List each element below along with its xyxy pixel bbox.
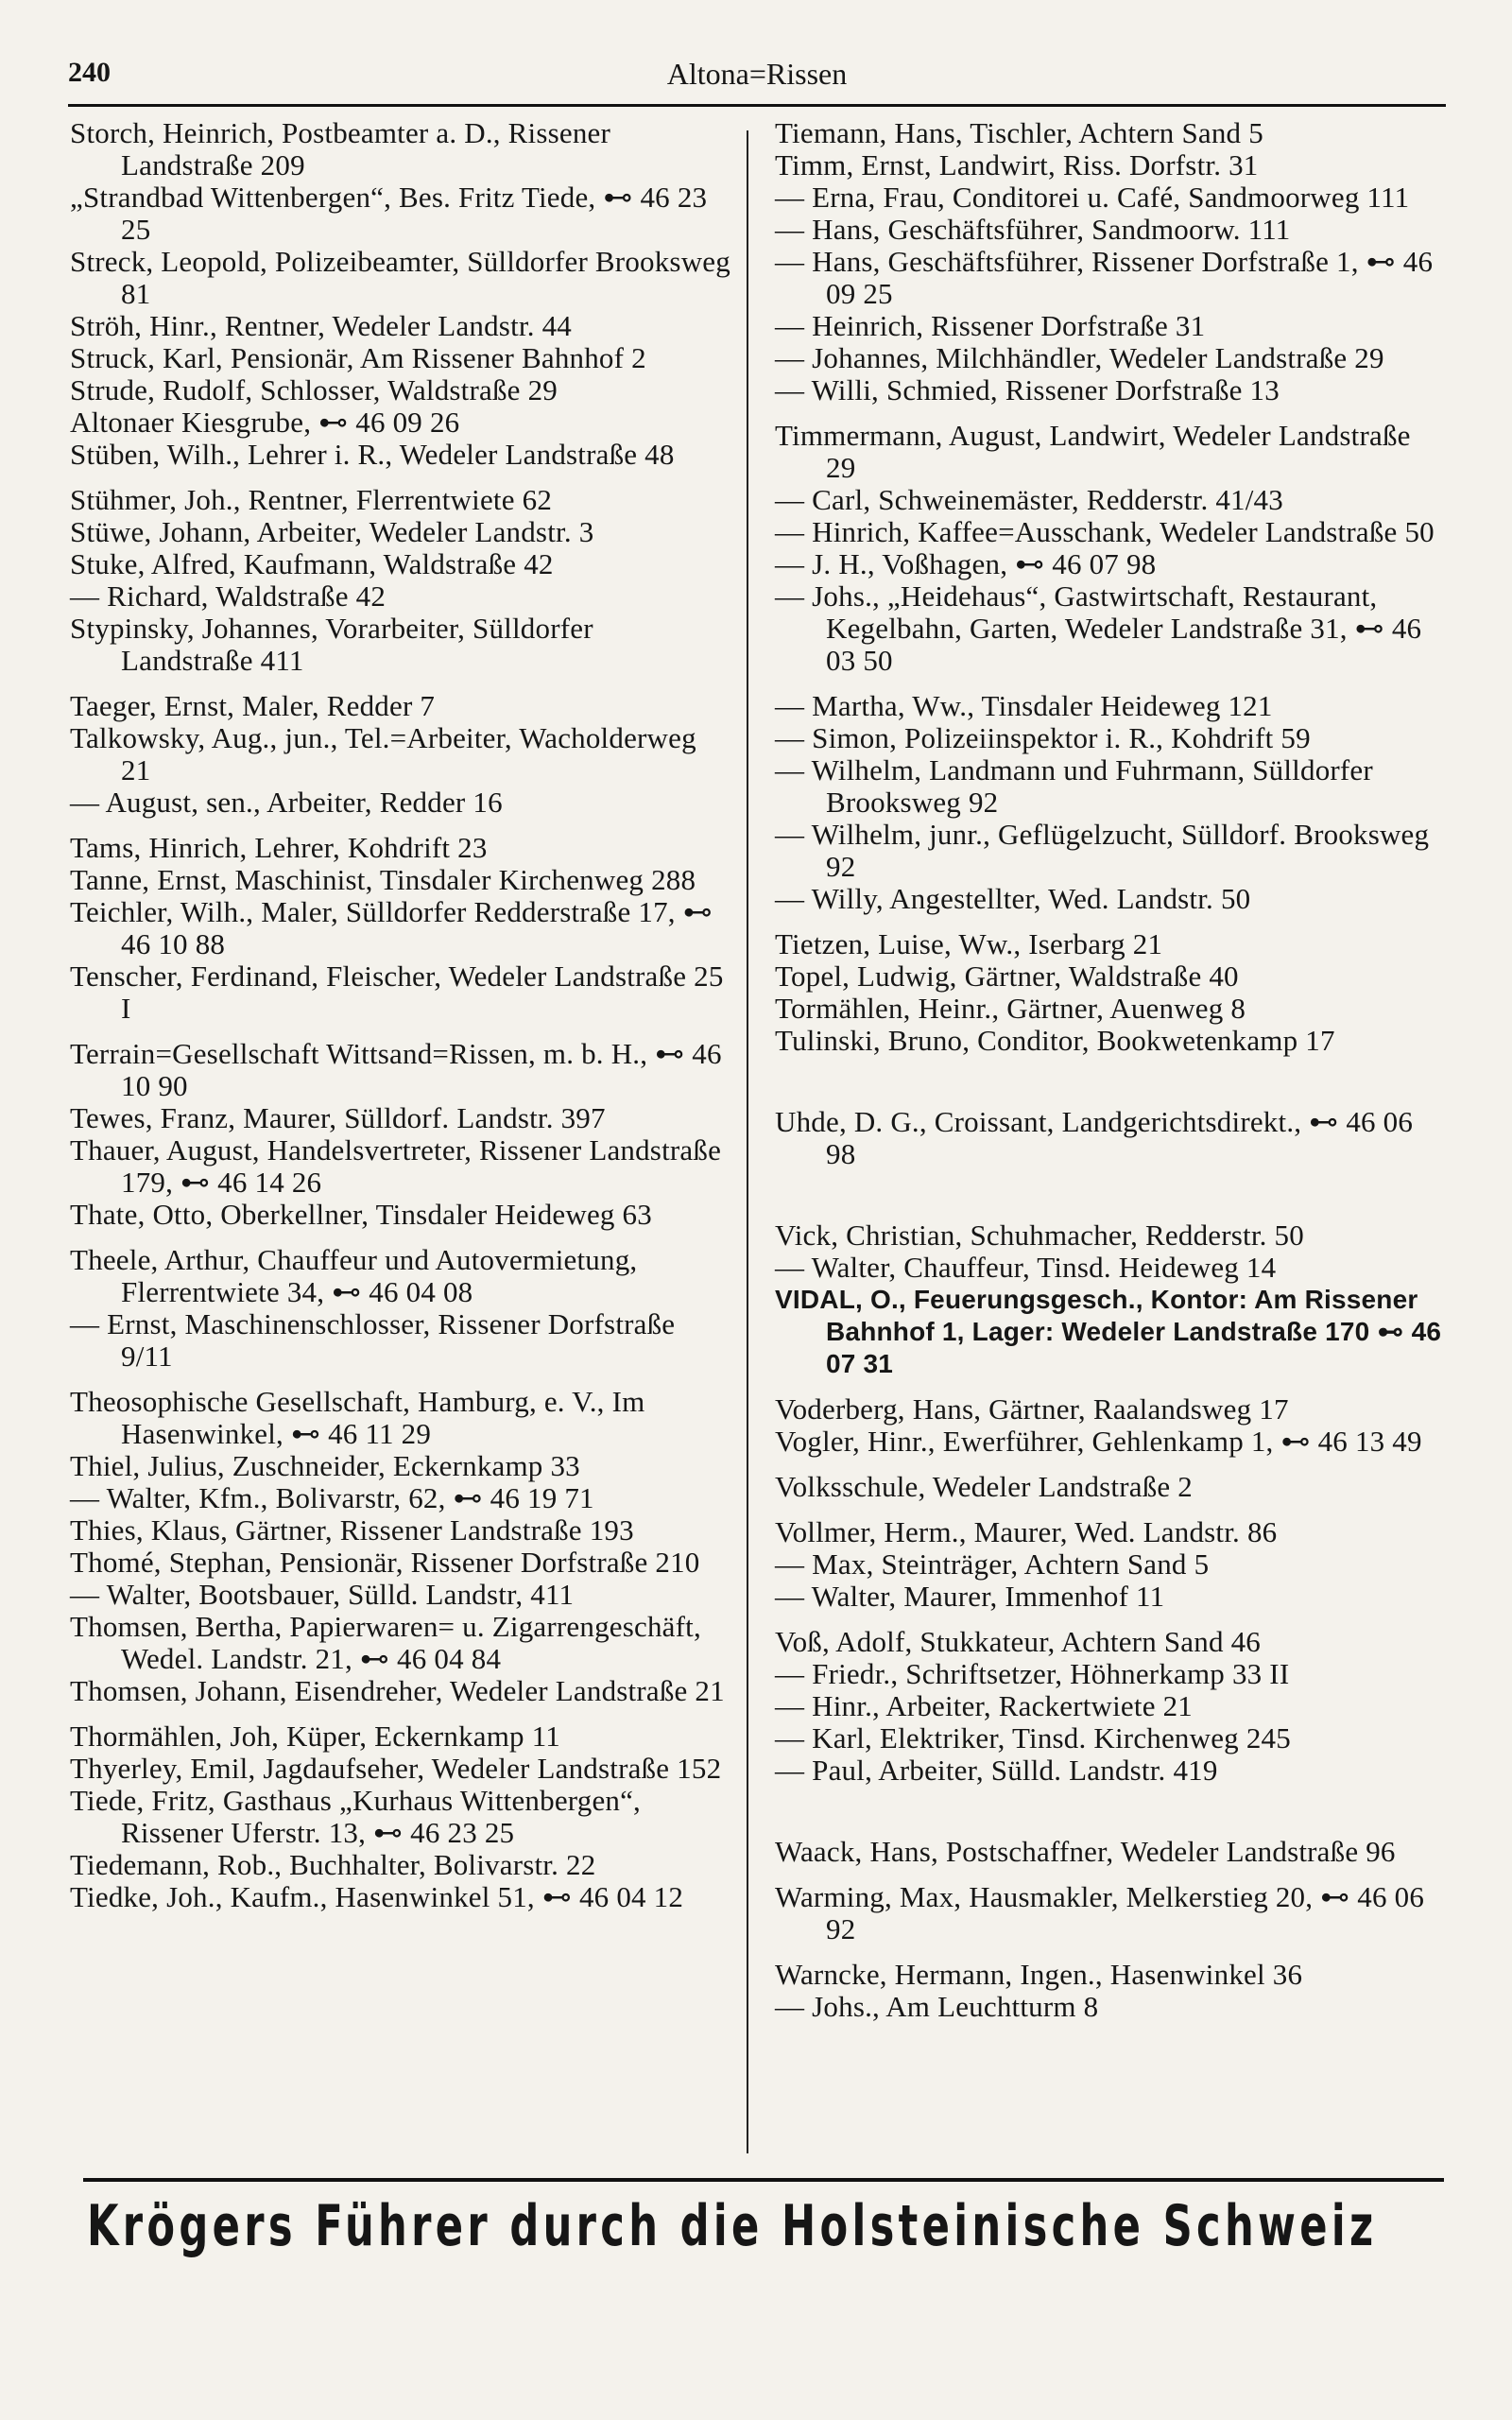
directory-entry: — Max, Steinträger, Achtern Sand 5 bbox=[775, 1547, 1210, 1581]
directory-entry: Volksschule, Wedeler Landstraße 2 bbox=[775, 1470, 1194, 1503]
directory-entry: Strude, Rudolf, Schlosser, Waldstraße 29 bbox=[70, 373, 558, 406]
directory-entry: Ströh, Hinr., Rentner, Wedeler Landstr. 44 bbox=[70, 309, 572, 342]
directory-entry: — Karl, Elektriker, Tinsd. Kirchenweg 245 bbox=[775, 1721, 1291, 1754]
directory-entry: Storch, Heinrich, Postbeamter a. D., Rissener Landstraße 209 bbox=[70, 116, 611, 182]
directory-entry: — Hans, Geschäftsführer, Sandmoorw. 111 bbox=[775, 213, 1291, 246]
directory-entry: Altonaer Kiesgrube, ⊷ 46 09 26 bbox=[70, 406, 460, 439]
directory-entry: — Richard, Waldstraße 42 bbox=[70, 579, 387, 613]
directory-entry: — Simon, Polizeiinspektor i. R., Kohdrift 59 bbox=[775, 721, 1311, 754]
directory-entry: Vogler, Hinr., Ewerführer, Gehlenkamp 1, ⊷ 46 13 49 bbox=[775, 1425, 1422, 1458]
directory-entry: Talkowsky, Aug., jun., Tel.=Arbeiter, Wacholderweg 21 bbox=[70, 721, 696, 786]
directory-entry: Theosophische Gesellschaft, Hamburg, e. V., Im Hasenwinkel, ⊷ 46 11 29 bbox=[70, 1385, 645, 1450]
directory-entry: Vollmer, Herm., Maurer, Wed. Landstr. 86 bbox=[775, 1515, 1278, 1548]
directory-entry: Thomé, Stephan, Pensionär, Rissener Dorfstraße 210 bbox=[70, 1546, 700, 1579]
directory-entry: Thiel, Julius, Zuschneider, Eckernkamp 33 bbox=[70, 1449, 580, 1482]
directory-entry: Stüben, Wilh., Lehrer i. R., Wedeler Landstraße 48 bbox=[70, 438, 675, 471]
directory-entry: — Walter, Chauffeur, Tinsd. Heideweg 14 bbox=[775, 1251, 1277, 1284]
directory-entry: — Paul, Arbeiter, Sülld. Landstr. 419 bbox=[775, 1754, 1218, 1787]
directory-entry: Thate, Otto, Oberkellner, Tinsdaler Heideweg 63 bbox=[70, 1198, 652, 1231]
directory-entry: — August, sen., Arbeiter, Redder 16 bbox=[70, 786, 503, 819]
directory-entry: — Martha, Ww., Tinsdaler Heideweg 121 bbox=[775, 689, 1273, 722]
directory-entry: Tiedemann, Rob., Buchhalter, Bolivarstr. 22 bbox=[70, 1848, 596, 1881]
directory-entry: Tormählen, Heinr., Gärtner, Auenweg 8 bbox=[775, 992, 1246, 1025]
right-column bbox=[775, 117, 1446, 2023]
directory-entry: Thomsen, Bertha, Papierwaren= u. Zigarrengeschäft, Wedel. Landstr. 21, ⊷ 46 04 84 bbox=[70, 1610, 701, 1675]
directory-entry: Thormählen, Joh, Küper, Eckernkamp 11 bbox=[70, 1720, 560, 1753]
directory-entry: Streck, Leopold, Polizeibeamter, Sülldorfer Brooksweg 81 bbox=[70, 245, 730, 310]
directory-entry: Waack, Hans, Postschaffner, Wedeler Landstraße 96 bbox=[775, 1835, 1396, 1868]
directory-entry: Voß, Adolf, Stukkateur, Achtern Sand 46 bbox=[775, 1625, 1262, 1658]
directory-entry: Timm, Ernst, Landwirt, Riss. Dorfstr. 31 bbox=[775, 148, 1259, 182]
directory-entry: — Hinrich, Kaffee=Ausschank, Wedeler Landstraße 50 bbox=[775, 515, 1435, 548]
directory-entry: Theele, Arthur, Chauffeur und Autovermietung, Flerrentwiete 34, ⊷ 46 04 08 bbox=[70, 1243, 638, 1308]
directory-entry: Stüwe, Johann, Arbeiter, Wedeler Landstr. 3 bbox=[70, 515, 594, 548]
directory-entry: — Friedr., Schriftsetzer, Höhnerkamp 33 II bbox=[775, 1657, 1290, 1690]
directory-entry: Tiede, Fritz, Gasthaus „Kurhaus Wittenbergen“, Rissener Uferstr. 13, ⊷ 46 23 25 bbox=[70, 1784, 642, 1849]
directory-entry: Voderberg, Hans, Gärtner, Raalandsweg 17 bbox=[775, 1392, 1289, 1426]
directory-entry: — J. H., Voßhagen, ⊷ 46 07 98 bbox=[775, 547, 1157, 580]
directory-entry: Warming, Max, Hausmakler, Melkerstieg 20, ⊷ 46 06 92 bbox=[775, 1880, 1425, 1945]
directory-entry: — Wilhelm, Landmann und Fuhrmann, Sülldorfer Brooksweg 92 bbox=[775, 753, 1373, 819]
running-title: Altona=Rissen bbox=[666, 57, 848, 91]
header-rule bbox=[68, 104, 1446, 107]
directory-entry: „Strandbad Wittenbergen“, Bes. Fritz Tiede, ⊷ 46 23 25 bbox=[70, 181, 708, 246]
directory-entry: — Walter, Kfm., Bolivarstr, 62, ⊷ 46 19 71 bbox=[70, 1481, 594, 1514]
directory-entry: Timmermann, August, Landwirt, Wedeler Landstraße 29 bbox=[775, 419, 1411, 484]
directory-entry: — Johs., Am Leuchtturm 8 bbox=[775, 1990, 1099, 2023]
directory-entry: Thomsen, Johann, Eisendreher, Wedeler Landstraße 21 bbox=[70, 1674, 725, 1707]
directory-entry: Tenscher, Ferdinand, Fleischer, Wedeler Landstraße 25 I bbox=[70, 959, 724, 1025]
page-number: 240 bbox=[68, 57, 111, 88]
directory-entry: Uhde, D. G., Croissant, Landgerichtsdirekt., ⊷ 46 06 98 bbox=[775, 1105, 1414, 1170]
directory-entry: Thyerley, Emil, Jagdaufseher, Wedeler Landstraße 152 bbox=[70, 1752, 722, 1785]
page-header bbox=[68, 55, 1446, 104]
directory-entry: Vick, Christian, Schuhmacher, Redderstr. 50 bbox=[775, 1219, 1304, 1252]
directory-entry: — Johannes, Milchhändler, Wedeler Landstraße 29 bbox=[775, 341, 1384, 374]
directory-entry: — Heinrich, Rissener Dorfstraße 31 bbox=[775, 309, 1206, 342]
footer-rule bbox=[83, 2178, 1444, 2182]
directory-entry: Taeger, Ernst, Maler, Redder 7 bbox=[70, 689, 436, 722]
directory-entry: VIDAL, O., Feuerungsgesch., Kontor: Am Rissener Bahnhof 1, Lager: Wedeler Landstraße 170 ⊷ 46 07 31 bbox=[775, 1285, 1442, 1378]
directory-entry: Thauer, August, Handelsvertreter, Rissener Landstraße 179, ⊷ 46 14 26 bbox=[70, 1133, 722, 1199]
directory-entry: Stypinsky, Johannes, Vorarbeiter, Sülldorfer Landstraße 411 bbox=[70, 612, 593, 677]
directory-entry: Stuke, Alfred, Kaufmann, Waldstraße 42 bbox=[70, 547, 554, 580]
column-divider bbox=[747, 130, 748, 2153]
directory-entry: — Willi, Schmied, Rissener Dorfstraße 13 bbox=[775, 373, 1280, 406]
directory-entry: Topel, Ludwig, Gärtner, Waldstraße 40 bbox=[775, 959, 1239, 993]
directory-entry: Tietzen, Luise, Ww., Iserbarg 21 bbox=[775, 927, 1163, 960]
directory-entry: Tulinski, Bruno, Conditor, Bookwetenkamp 17 bbox=[775, 1024, 1335, 1057]
directory-entry: Warncke, Hermann, Ingen., Hasenwinkel 36 bbox=[775, 1958, 1303, 1991]
directory-entry: Tiemann, Hans, Tischler, Achtern Sand 5 bbox=[775, 116, 1263, 149]
directory-entry: Teichler, Wilh., Maler, Sülldorfer Redderstraße 17, ⊷ 46 10 88 bbox=[70, 895, 713, 960]
directory-entry: — Johs., „Heidehaus“, Gastwirtschaft, Restaurant, Kegelbahn, Garten, Wedeler Landstraße 31, ⊷ 46 03 50 bbox=[775, 579, 1422, 677]
directory-entry: — Carl, Schweinemäster, Redderstr. 41/43 bbox=[775, 483, 1283, 516]
left-column bbox=[70, 117, 731, 1913]
directory-entry: — Walter, Maurer, Immenhof 11 bbox=[775, 1580, 1165, 1613]
directory-entry: — Erna, Frau, Conditorei u. Café, Sandmoorweg 111 bbox=[775, 181, 1410, 214]
directory-entry: Stühmer, Joh., Rentner, Flerrentwiete 62 bbox=[70, 483, 553, 516]
directory-entry: — Walter, Bootsbauer, Sülld. Landstr, 411 bbox=[70, 1578, 575, 1611]
directory-entry: — Willy, Angestellter, Wed. Landstr. 50 bbox=[775, 882, 1251, 915]
directory-entry: Tams, Hinrich, Lehrer, Kohdrift 23 bbox=[70, 831, 488, 864]
directory-entry: Thies, Klaus, Gärtner, Rissener Landstraße 193 bbox=[70, 1513, 634, 1547]
footer-advertisement: Krögers Führer durch die Holsteinische Schweiz bbox=[87, 2193, 1378, 2259]
directory-entry: — Hinr., Arbeiter, Rackertwiete 21 bbox=[775, 1689, 1194, 1722]
directory-entry: — Wilhelm, junr., Geflügelzucht, Sülldorf. Brooksweg 92 bbox=[775, 818, 1430, 883]
directory-entry: Tiedke, Joh., Kaufm., Hasenwinkel 51, ⊷ 46 04 12 bbox=[70, 1880, 684, 1913]
directory-entry: — Ernst, Maschinenschlosser, Rissener Dorfstraße 9/11 bbox=[70, 1307, 676, 1373]
directory-entry: Struck, Karl, Pensionär, Am Rissener Bahnhof 2 bbox=[70, 341, 646, 374]
directory-entry: Tewes, Franz, Maurer, Sülldorf. Landstr. 397 bbox=[70, 1101, 606, 1134]
directory-entry: Tanne, Ernst, Maschinist, Tinsdaler Kirchenweg 288 bbox=[70, 863, 696, 896]
directory-entry: Terrain=Gesellschaft Wittsand=Rissen, m. b. H., ⊷ 46 10 90 bbox=[70, 1037, 722, 1102]
directory-entry: — Hans, Geschäftsführer, Rissener Dorfstraße 1, ⊷ 46 09 25 bbox=[775, 245, 1434, 310]
